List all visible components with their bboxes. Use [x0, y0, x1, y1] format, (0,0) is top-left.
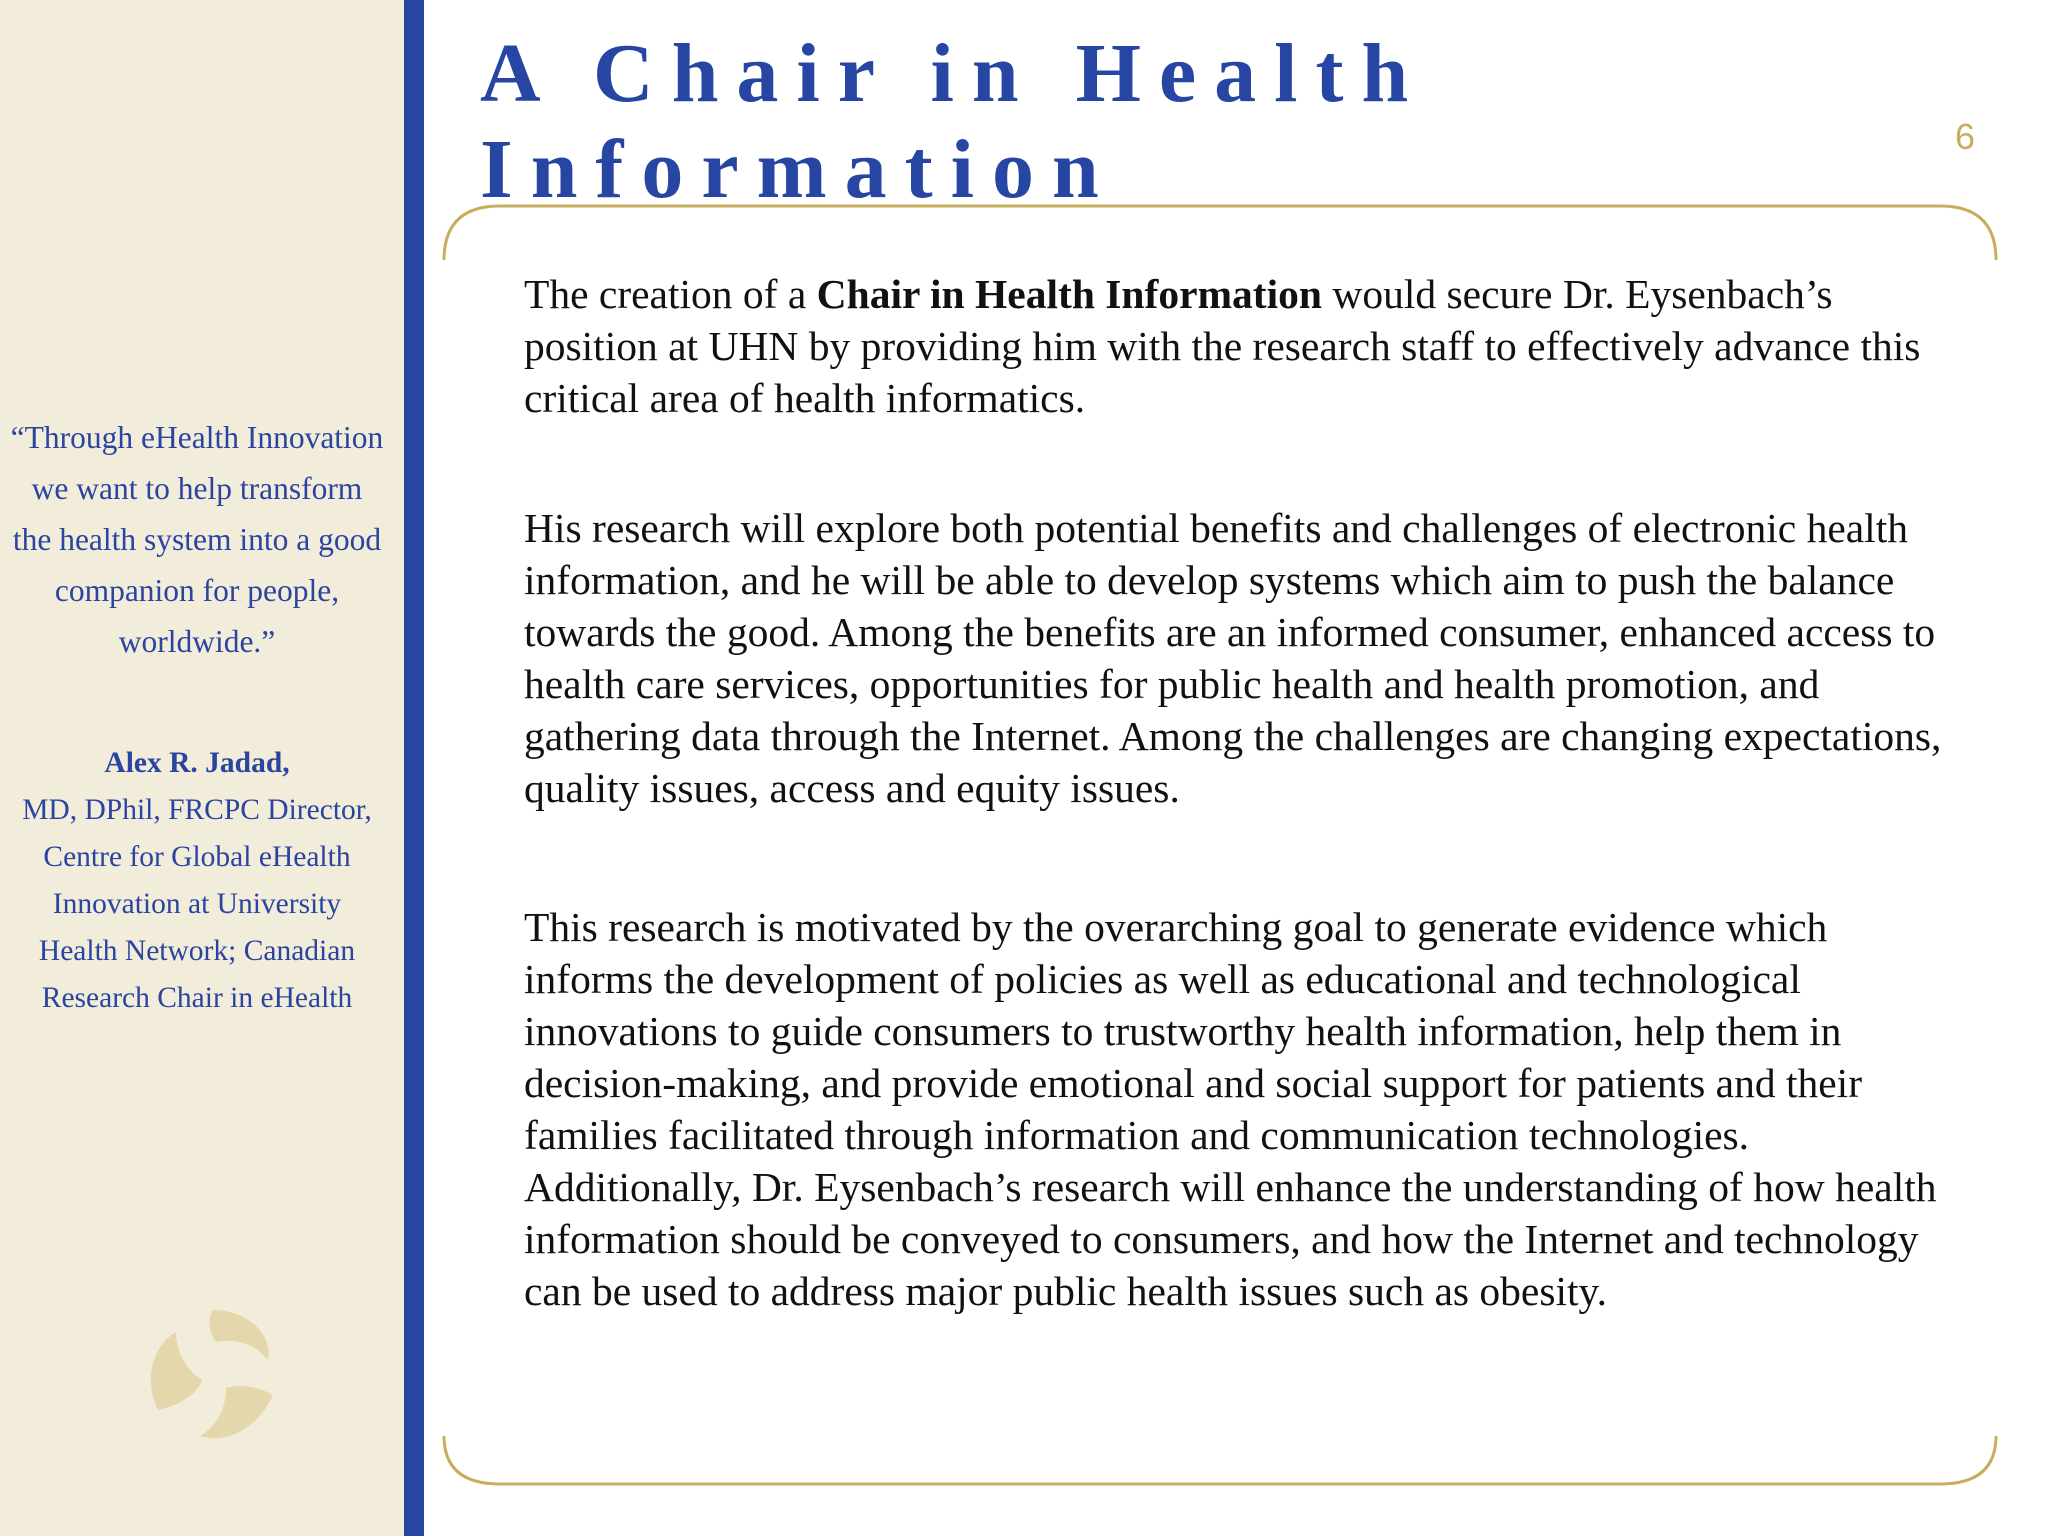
paragraph-research-benefits: His research will explore both potential benefits and challenges of electronic health information, and he will be able to develop systems which aim to push the balance towards the good. Among the benefits are an informed consumer, enhanced access to health care services, opportunities for public health and health promotion, and gathering data through the Internet. Among the challenges are changing expectations, quality issues, access and equity issues. [524, 505, 1942, 811]
sidebar-quote: “Through eHealth Innovation we want to help transform the health system into a good companion for people, worldwide.” [10, 420, 384, 659]
leaf-swirl-logo-icon [138, 1300, 288, 1450]
page-number: 6 [1954, 116, 1976, 157]
quote-author-credentials: MD, DPhil, FRCPC Director, Centre for Global eHealth Innovation at University Health Network; Canadian Research Chair in eHealth [22, 794, 372, 1014]
slide-title-line-1: A Chair in Health [480, 27, 1427, 120]
paragraph-research-motivation: This research is motivated by the overarching goal to generate evidence which informs the development of policies as well as educational and technological innovations to guide consumers to trustworthy health information, help them in decision-making, and provide emotional and social support for patients and their families facilitated through information and communication technologies. Additionally, Dr. Eysenbach’s research will enhance the understanding of how health information should be conveyed to consumers, and how the Internet and technology can be used to address major public health issues such as obesity. [524, 904, 1937, 1314]
paragraph-1-rest: would secure Dr. Eysenbach’s position at UHN by providing him with the research staff to effectively advance this critical area of health informatics. [524, 271, 1921, 421]
sidebar-divider-bar [404, 0, 424, 1536]
sidebar-panel [0, 0, 404, 1536]
quote-author-name: Alex R. Jadad, [104, 747, 290, 779]
paragraph-1-lead: The creation of a [524, 271, 817, 317]
quote-attribution [10, 740, 384, 1022]
paragraph-chair-intro [524, 268, 1954, 424]
slide-title-line-2: Information [480, 123, 1117, 216]
chair-name-bold: Chair in Health Information [816, 271, 1322, 317]
slide-title [480, 26, 1880, 218]
body-content [524, 268, 1954, 1317]
